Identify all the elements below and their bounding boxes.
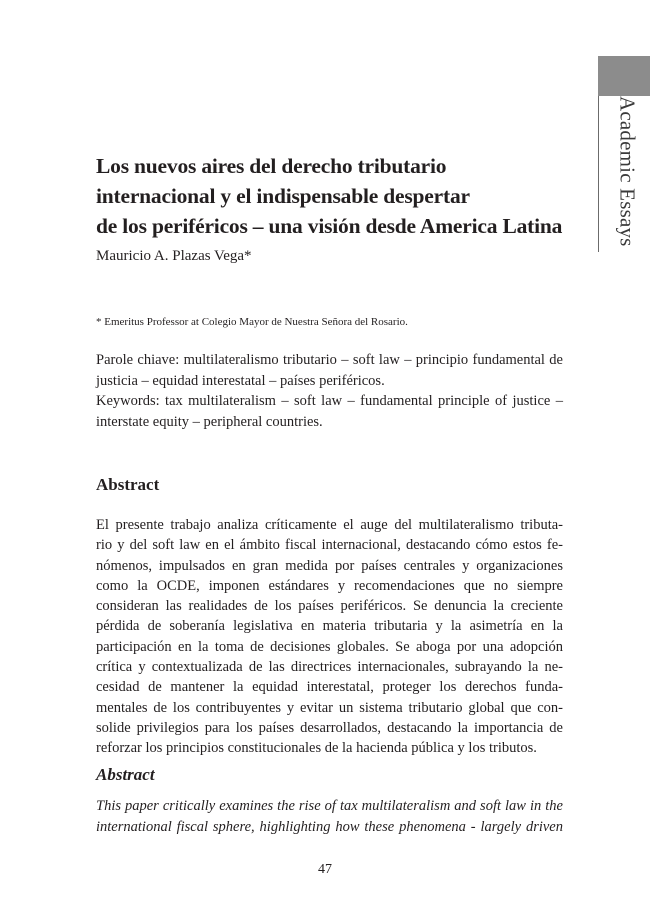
abstract-line: crítica y contextualizada de las directrices internacionales, subrayando la ne-	[96, 659, 563, 676]
abstract-line: El presente trabajo analiza críticamente el auge del multilateralismo tributa-	[96, 517, 563, 533]
title-line: Los nuevos aires del derecho tributario	[96, 154, 447, 178]
abstract-line: consideran las realidades de los países periféricos. Se denuncia la creciente	[96, 598, 563, 615]
article-title	[96, 151, 566, 241]
abstract-heading: Abstract	[96, 475, 160, 494]
abstract-english-heading: Abstract	[96, 765, 155, 784]
abstract-line: participación en la toma de decisiones globales. Se aboga por una adopción	[96, 638, 563, 655]
author: Mauricio A. Plazas Vega*	[96, 248, 252, 264]
abstract-line: This paper critically examines the rise of tax multilateralism and soft law in the	[96, 798, 563, 814]
section-label-text: Academic Essays	[615, 96, 640, 247]
page-number: 47	[318, 862, 332, 877]
abstract-english	[96, 796, 563, 838]
abstract-line: reforzar los principios constitucionales de la hacienda pública y los tributos.	[96, 740, 537, 757]
author-footnote: * Emeritus Professor at Colegio Mayor de Nuestra Señora del Rosario.	[96, 316, 408, 328]
abstract-line: como la OCDE, imponen estándares y recomendaciones que no siempre	[96, 577, 563, 594]
section-label	[598, 96, 650, 252]
abstract-line: international fiscal sphere, highlighting how these phenomena - largely driven	[96, 819, 563, 835]
abstract-spanish	[96, 515, 563, 759]
keywords-english: Keywords: tax multilateralism – soft law – fundamental principle of justice – interstate equity – peripheral countries.	[96, 393, 563, 430]
abstract-line: mentales de los contribuyentes y evitar un sistema tributario global que con-	[96, 699, 563, 716]
abstract-line: rio y del soft law en el ámbito fiscal internacional, destacando cómo estos fe-	[96, 537, 563, 554]
abstract-line: nómenos, impulsados en gran medida por países centrales y organizaciones	[96, 557, 563, 574]
abstract-line: cesidad de mantener la equidad interestatal, proteger los derechos funda-	[96, 679, 563, 696]
abstract-line: solide privilegios para los países desarrollados, destacando la importancia de	[96, 719, 563, 736]
section-tab-marker	[598, 56, 650, 96]
keywords-italian: Parole chiave: multilateralismo tributario – soft law – principio fundamental de justicia – equidad interestatal – países periféricos.	[96, 352, 563, 389]
keywords-block	[96, 350, 563, 432]
abstract-line: pérdida de soberanía legislativa en materia tributaria y la asimetría en la	[96, 618, 563, 635]
title-line: internacional y el indispensable despertar	[96, 184, 470, 208]
title-line: de los periféricos – una visión desde America Latina	[96, 214, 563, 238]
